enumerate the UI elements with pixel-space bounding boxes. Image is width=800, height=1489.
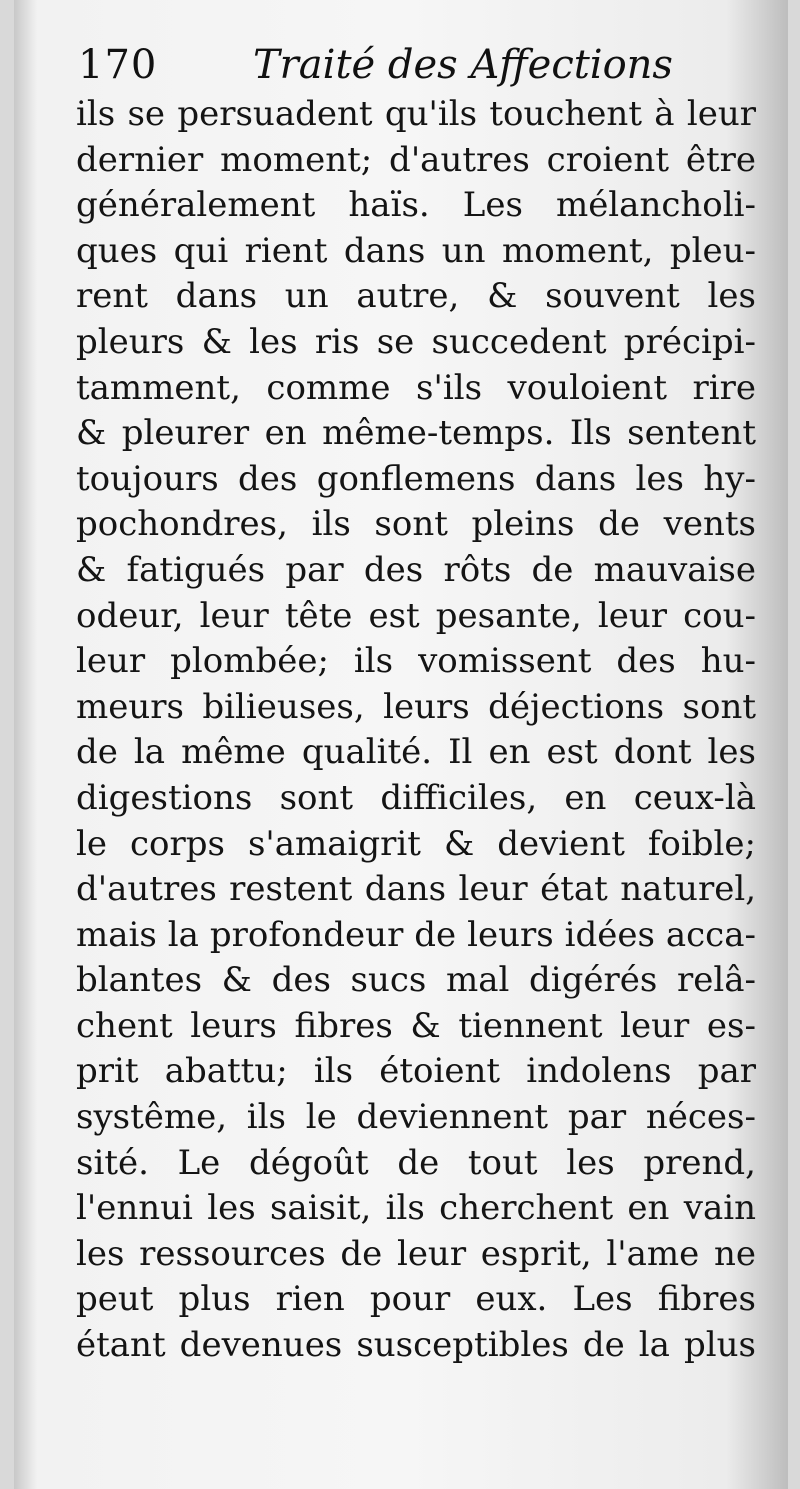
- text-line: blantes & des sucs mal digérés relâ-: [76, 960, 756, 1001]
- text-line: l'ennui les saisit, ils cherchent en vain: [76, 1188, 756, 1229]
- text-line: digestions sont difficiles, en ceux-là: [76, 777, 756, 818]
- text-line: ques qui rient dans un moment, pleu-: [76, 230, 756, 271]
- text-line: meurs bilieuses, leurs déjections sont: [76, 686, 756, 727]
- text-line: rent dans un autre, & souvent les: [76, 276, 756, 317]
- text-line: mais la profondeur de leurs idées acca-: [76, 914, 756, 955]
- text-line: ils se persuadent qu'ils touchent à leur: [76, 94, 756, 134]
- text-line: prit abattu; ils étoient indolens par: [76, 1051, 756, 1092]
- book-page: [14, 0, 788, 1489]
- text-line: d'autres restent dans leur état naturel,: [76, 869, 756, 910]
- text-line: & fatigués par des rôts de mauvaise: [76, 549, 756, 590]
- text-line: de la même qualité. Il en est dont les: [76, 732, 756, 773]
- text-line: le corps s'amaigrit & devient foible;: [76, 823, 756, 864]
- text-line: les ressources de leur esprit, l'ame ne: [76, 1233, 756, 1274]
- text-line: chent leurs fibres & tiennent leur es-: [76, 1005, 756, 1046]
- text-line: systême, ils le deviennent par néces-: [76, 1097, 756, 1138]
- text-line: généralement haïs. Les mélancholi-: [76, 185, 756, 226]
- text-line: toujours des gonflemens dans les hy-: [76, 458, 756, 499]
- text-line: tamment, comme s'ils vouloient rire: [76, 367, 756, 408]
- text-line: peut plus rien pour eux. Les fibres: [76, 1279, 756, 1320]
- running-title: Traité des Affections: [253, 42, 673, 88]
- body-text: [76, 92, 756, 1369]
- page-number: 170: [78, 42, 158, 88]
- text-line: dernier moment; d'autres croient être: [76, 139, 756, 180]
- text-line: pochondres, ils sont pleins de vents: [76, 504, 756, 545]
- text-line: pleurs & les ris se succedent précipi-: [76, 321, 756, 362]
- text-line: odeur, leur tête est pesante, leur cou-: [76, 595, 756, 636]
- text-line: leur plombée; ils vomissent des hu-: [76, 641, 756, 682]
- text-line: sité. Le dégoût de tout les prend,: [76, 1142, 756, 1183]
- text-line: & pleurer en même-temps. Ils sentent: [76, 413, 756, 454]
- text-line: étant devenues susceptibles de la plus: [76, 1325, 756, 1366]
